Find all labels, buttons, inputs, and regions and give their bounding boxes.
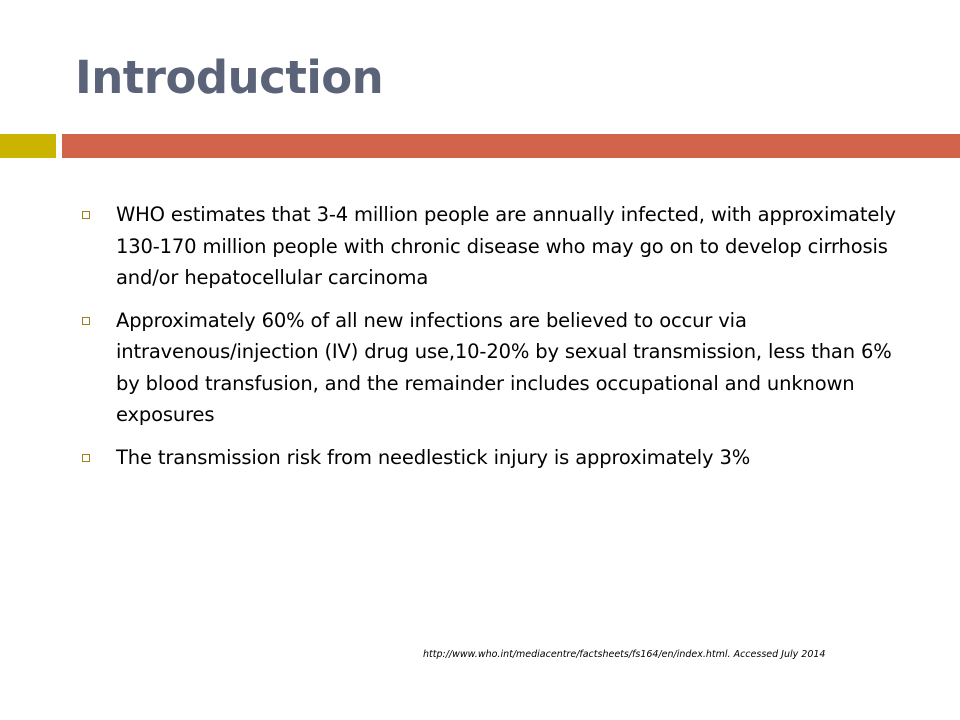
- hollow-square-bullet-icon: [82, 454, 90, 462]
- bullet-text: The transmission risk from needlestick injury is approximately 3%: [116, 445, 751, 469]
- hollow-square-bullet-icon: [82, 317, 90, 325]
- bullet-list: [80, 199, 920, 484]
- slide-title: Introduction: [75, 51, 384, 104]
- bullet-text: WHO estimates that 3-4 million people are annually infected, with approximately 130-170 million people with chronic disease who may go on to develop cirrhosis and/or hepatocellular carcinoma: [116, 203, 896, 289]
- bullet-item: [80, 305, 920, 431]
- source-citation: http://www.who.int/mediacentre/factsheets/fs164/en/index.html. Accessed July 2014: [423, 649, 826, 660]
- hollow-square-bullet-icon: [82, 211, 90, 219]
- title-accent-bar-right: [62, 134, 960, 158]
- title-accent-bar-left: [0, 134, 56, 158]
- bullet-item: [80, 442, 920, 474]
- bullet-item: [80, 199, 920, 294]
- bullet-text: Approximately 60% of all new infections are believed to occur via intravenous/injection (IV) drug use,10-20% by sexual transmission, less than 6% by blood transfusion, and the remainder includes occupational and unknown exposures: [116, 308, 892, 426]
